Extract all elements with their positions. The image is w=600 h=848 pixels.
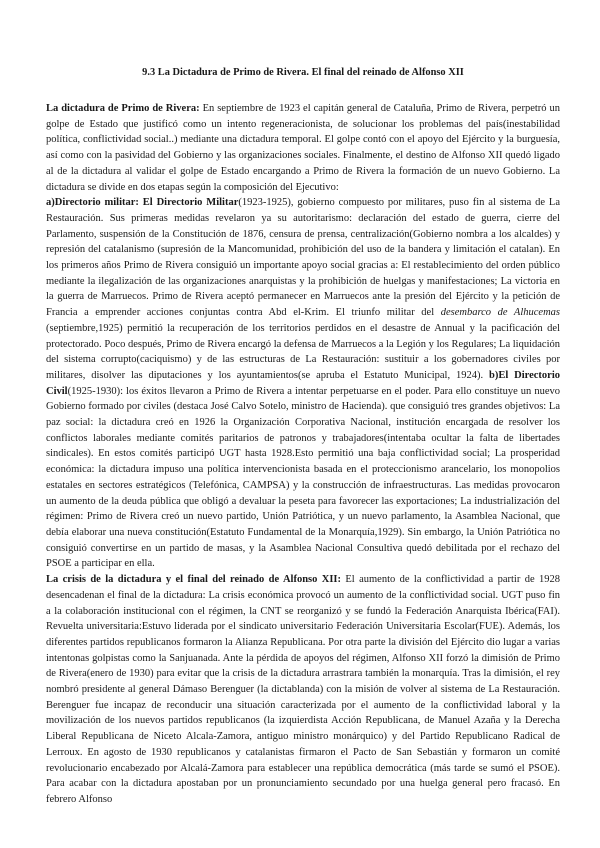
paragraph-crisis <box>46 572 560 808</box>
paragraph-text: El aumento de la conflictividad a partir de 1928 desencadenan el final de la dictadura: La crisis económica provocó un aumento de la conflictividad social. UGT puso fin a la colaboración institucional con el régimen, la CNT se reorganizó y se fundó la Federación Anarquista Ibérica(FAI). Revuelta universitaria:Estuvo liderada por el sindicato universitario Federación Universitaria Escolar(FUE). Además, los diferentes partidos republicanos formaron la Alianza Republicana. Por otra parte la división del Ejército dio lugar a varias intentonas golpistas como la Sanjuanada. Ante la pérdida de apoyos del régimen, Alfonso XII forzó la dimisión de Primo de Rivera(enero de 1930) para evitar que la crisis de la dictadura arrastrara también la monarquía. Tras la dimisión, el rey nombró presidente al general Dámaso Berenguer (la dictablanda) con la misión de volver al sistema de La Restauración. Berenguer fue incapaz de reconducir una situación caracterizada por el aumento de la conflictividad laboral y la movilización de los nuevos partidos republicanos (la izquierdista Acción Republicana, de Manuel Azaña y la Derecha Liberal Republicana de Niceto Alcala-Zamora, antiguo ministro monárquico) y del Partido Republicano Radical de Lerroux. En agosto de 1930 republicanos y catalanistas firmaron el Pacto de San Sebastián y formaron un comité revolucionario encabezado por Alcalá-Zamora para establecer una república democrática (más tarde se sumó el PSOE). Para acabar con la dictadura apostaban por un pronunciamiento secundado por una huelga general pero fracasó. En febrero Alfonso <box>46 574 560 805</box>
paragraph-text: (septiembre,1925) permitió la recuperación de los territorios perdidos en el desastre de Annual y la pacificación del protectorado. Poco después, Primo de Rivera encargó la defensa de Marruecos a la Legión y los Regulares; La liquidación del sistema corrupto(caciquismo) y de las estructuras de La Restauración: sustituir a los gobernadores civiles por militares, disolver las diputaciones y los ayuntamientos(se apruba el Estatuto Municipal, 1924). <box>46 322 560 381</box>
section-heading-crisis: La crisis de la dictadura y el final del reinado de Alfonso XII: <box>46 574 341 586</box>
paragraph-text: (1923-1925), gobierno compuesto por militares, puso fin al sistema de La Restauración. Sus primeras medidas revelaron ya su autoritarismo: declaración del estado de guerra, cierre del Parlamento, suspensión de la Constitución de 1876, censura de prensa, centralización(Gobierno nombra a los alcaldes) y represión del catalanismo (supresión de la Mancomunidad, prohibición del uso de la bandera y limitación el catalan). En los primeros años Primo de Rivera consiguió un importante apoyo social gracias a: El restablecimiento del orden público mediante la ilegalización de las organizaciones anarquistas y la prohibición de huelgas y manifestaciones; La victoria en la guerra de Marruecos. Primo de Rivera aceptó permanecer en Marruecos ante la presión del Ejército y la petición de Francia a emprender acciones conjuntas contra Abd el-Krim. El triunfo militar del <box>46 197 560 319</box>
paragraph-text: En septiembre de 1923 el capitán general de Cataluña, Primo de Rivera, perpetró un golpe de Estado que justificó como un intento regeneracionista, de solucionar los problemas del país(inestabilidad política, conflictividad social..) mediante una dictadura temporal. El golpe contó con el apoyo del Ejército y la burguesía, así como con la pasividad del Gobierno y las organizaciones sociales. Finalmente, el destino de Alfonso XII quedó ligado al de la dictadura al validar el golpe de Estado encargando a Primo de Rivera la formación de un nuevo Gobierno. La dictadura se divide en dos etapas según la composición del Ejecutivo: <box>46 103 560 193</box>
document-title: 9.3 La Dictadura de Primo de Rivera. El final del reinado de Alfonso XII <box>142 67 464 78</box>
subheading-directorio-civil: b)El Directorio Civil <box>46 369 561 397</box>
italic-term: desembarco de Alhucemas <box>440 307 560 319</box>
section-heading-dictadura: La dictadura de Primo de Rivera: <box>46 103 200 114</box>
paragraph-dictadura <box>46 101 560 572</box>
paragraph-text: (1925-1930): los éxitos llevaron a Primo de Rivera a intentar perpetuarse en el poder. Para ello constituye un nuevo Gobierno formado por civiles (destaca José Calvo Sotelo, ministro de Hacienda). que consiguió tres grandes objetivos: La paz social: la dictadura creó en 1926 la Organización Corporativa Nacional, institución encargada de resolver los conflictos laborales mediante comités paritarios de patronos y trabajadores(intentaba ocultar la falta de libertades sindicales). En estos comités participó UGT hasta 1928.Esto permitió una baja conflictividad social; La prosperidad económica: la dictadura impuso una política intervencionista basada en el proteccionismo arancelario, los monopolios estatales en sectores estratégicos (Telefónica, CAMPSA) y la construcción de infraestructuras. Las medidas provocaron un aumento de la deuda pública que obligó a devaluar la peseta para favorecer las exportaciones; La industrialización del régimen: Primo de Rivera creó un nuevo partido, Unión Patriótica, y un nuevo parlamento, la Asamblea Nacional, que debía elaborar una nueva constitución(Estatuto Fundamental de la Monarquía,1929). Sin embargo, la Unión Patriótica no consiguió convertirse en un partido de masas, y la Asamblea Nacional Consultiva quedó debilitada por el rechazo del PSOE a participar en ella. <box>46 385 560 570</box>
document-page <box>46 66 560 808</box>
subheading-directorio-militar: a)Directorio militar: El Directorio Militar <box>46 197 239 209</box>
